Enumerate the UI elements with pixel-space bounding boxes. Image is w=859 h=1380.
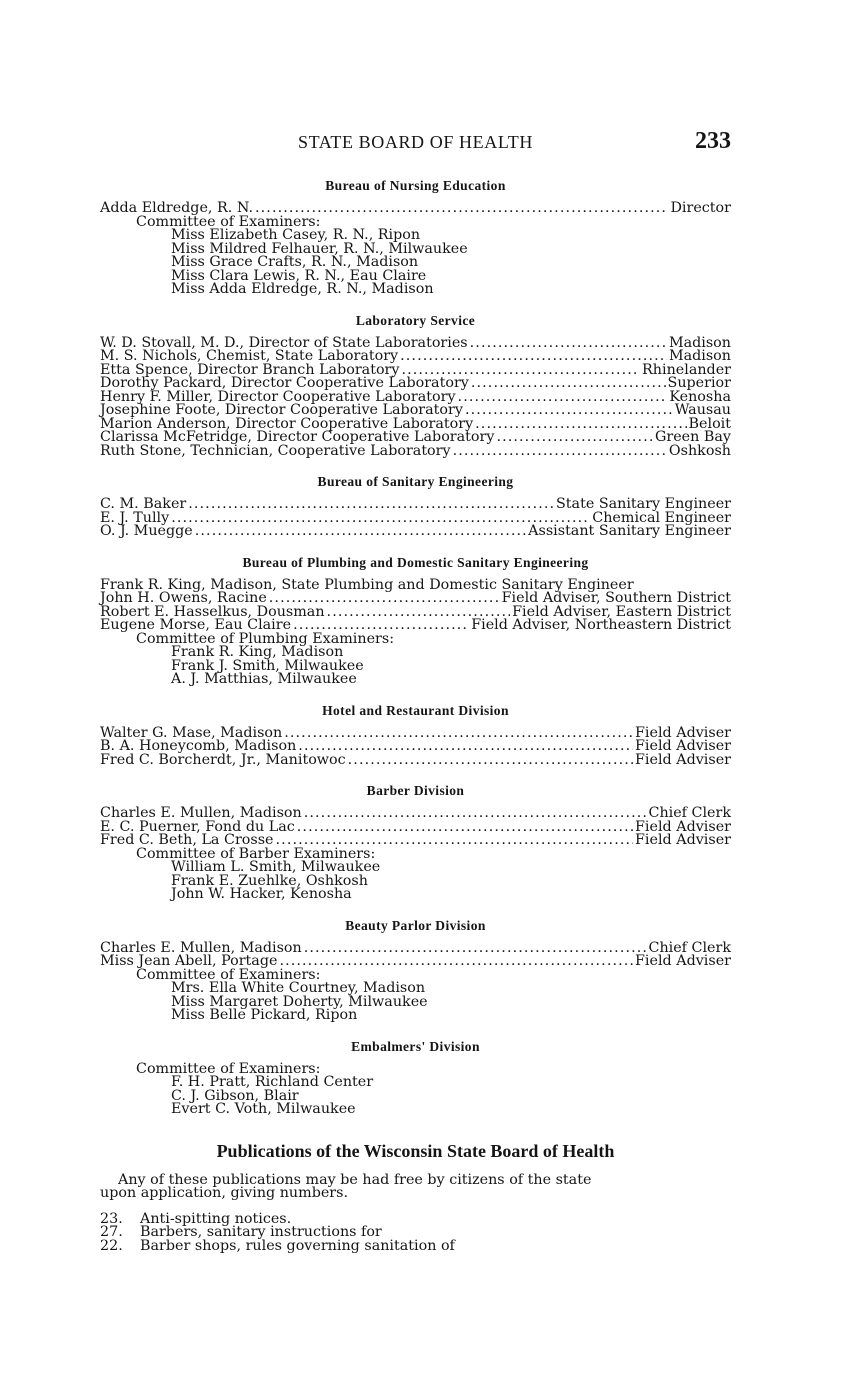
section-title-plumbing: Bureau of Plumbing and Domestic Sanitary Engineering	[242, 554, 589, 570]
entry-value: Assistant Sanitary Engineer	[528, 523, 731, 539]
entry-name: Marion Anderson, Director Cooperative Laboratory	[100, 415, 474, 432]
committee-member: Miss Grace Crafts, R. N., Madison	[171, 254, 419, 270]
dot-leader	[470, 337, 667, 351]
entry-value: Madison	[668, 348, 731, 364]
entry-name: Josephine Foote, Director Cooperative Laboratory	[100, 402, 463, 418]
entry-name: Frank R. King, Madison, State Plumbing and Domestic Sanitary Engineer	[100, 576, 634, 593]
publication-number: 27.	[100, 1224, 123, 1240]
dot-leader	[465, 404, 673, 418]
entry-value: Chief Clerk	[648, 939, 731, 956]
section-title-barber: Barber Division	[366, 783, 465, 798]
entry-value: Rhinelander	[642, 361, 731, 378]
committee-member: Evert C. Voth, Milwaukee	[171, 1101, 356, 1117]
committee-member: F. H. Pratt, Richland Center	[171, 1074, 374, 1090]
entry-name: John H. Owens, Racine	[100, 590, 267, 606]
leader-row	[100, 751, 731, 768]
entry-value: Field Adviser, Southern District	[501, 590, 731, 606]
dot-leader	[496, 431, 653, 445]
entry-name: C. M. Baker	[100, 496, 187, 512]
entry-name: E. C. Puerner, Fond du Lac	[100, 818, 295, 835]
dot-leader	[188, 498, 554, 512]
publication-text: Barbers, sanitary instructions for	[140, 1224, 382, 1240]
entry-value: Director	[670, 200, 731, 216]
document-page	[100, 128, 731, 1253]
committee-member: Frank E. Zuehlke, Oshkosh	[171, 872, 368, 889]
entry-value: Field Adviser, Northeastern District	[471, 617, 731, 633]
committee-member: Miss Adda Eldredge, R. N., Madison	[171, 281, 434, 297]
committee-member: John W. Hacker, Kenosha	[171, 886, 352, 902]
committee-member: Miss Belle Pickard, Ripon	[171, 1007, 358, 1023]
entry-value: Beloit	[688, 415, 731, 432]
entry-value: Field Adviser	[635, 738, 731, 754]
publications-list	[100, 1210, 731, 1254]
publication-text: Barber shops, rules governing sanitation of	[140, 1237, 455, 1254]
entry-value: Wausau	[674, 402, 731, 418]
entry-name: Henry F. Miller, Director Cooperative Laboratory	[100, 388, 456, 405]
committee-member: Frank J. Smith, Milwaukee	[171, 657, 364, 674]
section-title-beauty: Beauty Parlor Division	[345, 917, 486, 933]
leader-row	[100, 442, 731, 459]
publication-number: 22.	[100, 1237, 123, 1254]
running-title: STATE BOARD OF HEALTH	[297, 132, 533, 152]
entry-value: Field Adviser	[635, 953, 731, 969]
entry-name: Robert E. Hasselkus, Dousman	[100, 603, 325, 620]
entry-value: Field Adviser	[635, 724, 731, 741]
entry-name: Dorothy Packard, Director Cooperative Laboratory	[100, 375, 469, 391]
entry-name: Etta Spence, Director Branch Laboratory	[100, 361, 400, 378]
committee-member: Miss Mildred Felhauer, R. N., Milwaukee	[171, 240, 468, 257]
entry-value: Field Adviser	[635, 818, 731, 835]
dot-leader	[400, 350, 667, 364]
entry-value: Oshkosh	[668, 442, 731, 459]
entry-value: Field Adviser	[635, 832, 731, 848]
committee-label: Committee of Plumbing Examiners:	[136, 630, 395, 647]
committee-member: A. J. Matthias, Milwaukee	[171, 671, 357, 687]
dot-leader	[304, 942, 647, 956]
section-title-hotel: Hotel and Restaurant Division	[322, 702, 509, 718]
committee-label: Committee of Barber Examiners:	[136, 845, 376, 862]
committee-member: Frank R. King, Madison	[171, 644, 344, 660]
entry-name: W. D. Stovall, M. D., Director of State Laboratories	[100, 334, 468, 351]
section-title-embalmers: Embalmers' Division	[351, 1038, 480, 1054]
entry-value: Kenosha	[669, 388, 731, 405]
section-title-nursing: Bureau of Nursing Education	[325, 178, 506, 193]
publication-item	[100, 1237, 731, 1254]
publication-text: Anti-spitting notices.	[140, 1210, 292, 1227]
entry-name: B. A. Honeycomb, Madison	[100, 738, 297, 754]
page-number: 233	[695, 128, 731, 154]
committee-member: William L. Smith, Milwaukee	[171, 859, 381, 875]
entry-name: E. J. Tully	[100, 509, 170, 526]
running-header	[100, 128, 731, 160]
publications-title: Publications of the Wisconsin State Board of Health	[216, 1140, 615, 1161]
dot-leader	[304, 807, 647, 821]
entry-value: State Sanitary Engineer	[556, 496, 731, 512]
entry-name: Walter G. Mase, Madison	[100, 724, 283, 741]
entry-value: Superior	[667, 375, 731, 391]
entry-name: Miss Jean Abell, Portage	[100, 953, 278, 969]
committee-member: Miss Margaret Doherty, Milwaukee	[171, 993, 428, 1010]
dot-leader	[348, 754, 633, 768]
committee-member: Miss Elizabeth Casey, R. N., Ripon	[171, 227, 421, 243]
publications-intro-line: upon application, giving numbers.	[100, 1185, 349, 1201]
dot-leader	[284, 727, 633, 741]
committee-label: Committee of Examiners:	[136, 213, 321, 230]
entry-name: Fred C. Beth, La Crosse	[100, 832, 274, 848]
entry-value: Field Adviser, Eastern District	[512, 603, 731, 620]
entry-value: Field Adviser	[635, 751, 731, 768]
entry-name: O. J. Muegge	[100, 523, 193, 539]
entry-name: Clarissa McFetridge, Director Cooperative Laboratory	[100, 429, 495, 445]
entry-name: Charles E. Mullen, Madison	[100, 805, 302, 821]
committee-label: Committee of Examiners:	[136, 1060, 321, 1077]
entry-name: M. S. Nichols, Chemist, State Laboratory	[100, 348, 399, 364]
section-title-sanitary: Bureau of Sanitary Engineering	[317, 474, 514, 489]
entry-name: Ruth Stone, Technician, Cooperative Laboratory	[100, 442, 451, 459]
committee-label: Committee of Examiners:	[136, 966, 321, 983]
publications-intro-line: Any of these publications may be had free by citizens of the state	[118, 1171, 592, 1188]
entry-name: Eugene Morse, Eau Claire	[100, 617, 292, 633]
dot-leader	[195, 525, 526, 539]
committee-member: Mrs. Ella White Courtney, Madison	[171, 980, 426, 996]
dot-leader	[279, 955, 633, 969]
entry-value: Madison	[668, 334, 731, 351]
dot-leader	[471, 377, 666, 391]
dot-leader	[453, 445, 667, 459]
dot-leader	[298, 740, 633, 754]
leader-row	[100, 525, 731, 539]
entry-name: Fred C. Borcherdt, Jr., Manitowoc	[100, 751, 346, 768]
entry-name: Adda Eldredge, R. N.	[100, 200, 254, 216]
dot-leader	[458, 391, 668, 405]
entry-value: Chief Clerk	[648, 805, 731, 821]
committee-member: Miss Clara Lewis, R. N., Eau Claire	[171, 267, 427, 284]
entry-value: Chemical Engineer	[592, 509, 731, 526]
committee-member: C. J. Gibson, Blair	[171, 1087, 299, 1104]
entry-value: Green Bay	[654, 429, 731, 445]
section-title-laboratory: Laboratory Service	[355, 312, 476, 328]
publication-number: 23.	[100, 1210, 123, 1227]
dot-leader	[297, 821, 633, 835]
entry-name: Charles E. Mullen, Madison	[100, 939, 302, 956]
